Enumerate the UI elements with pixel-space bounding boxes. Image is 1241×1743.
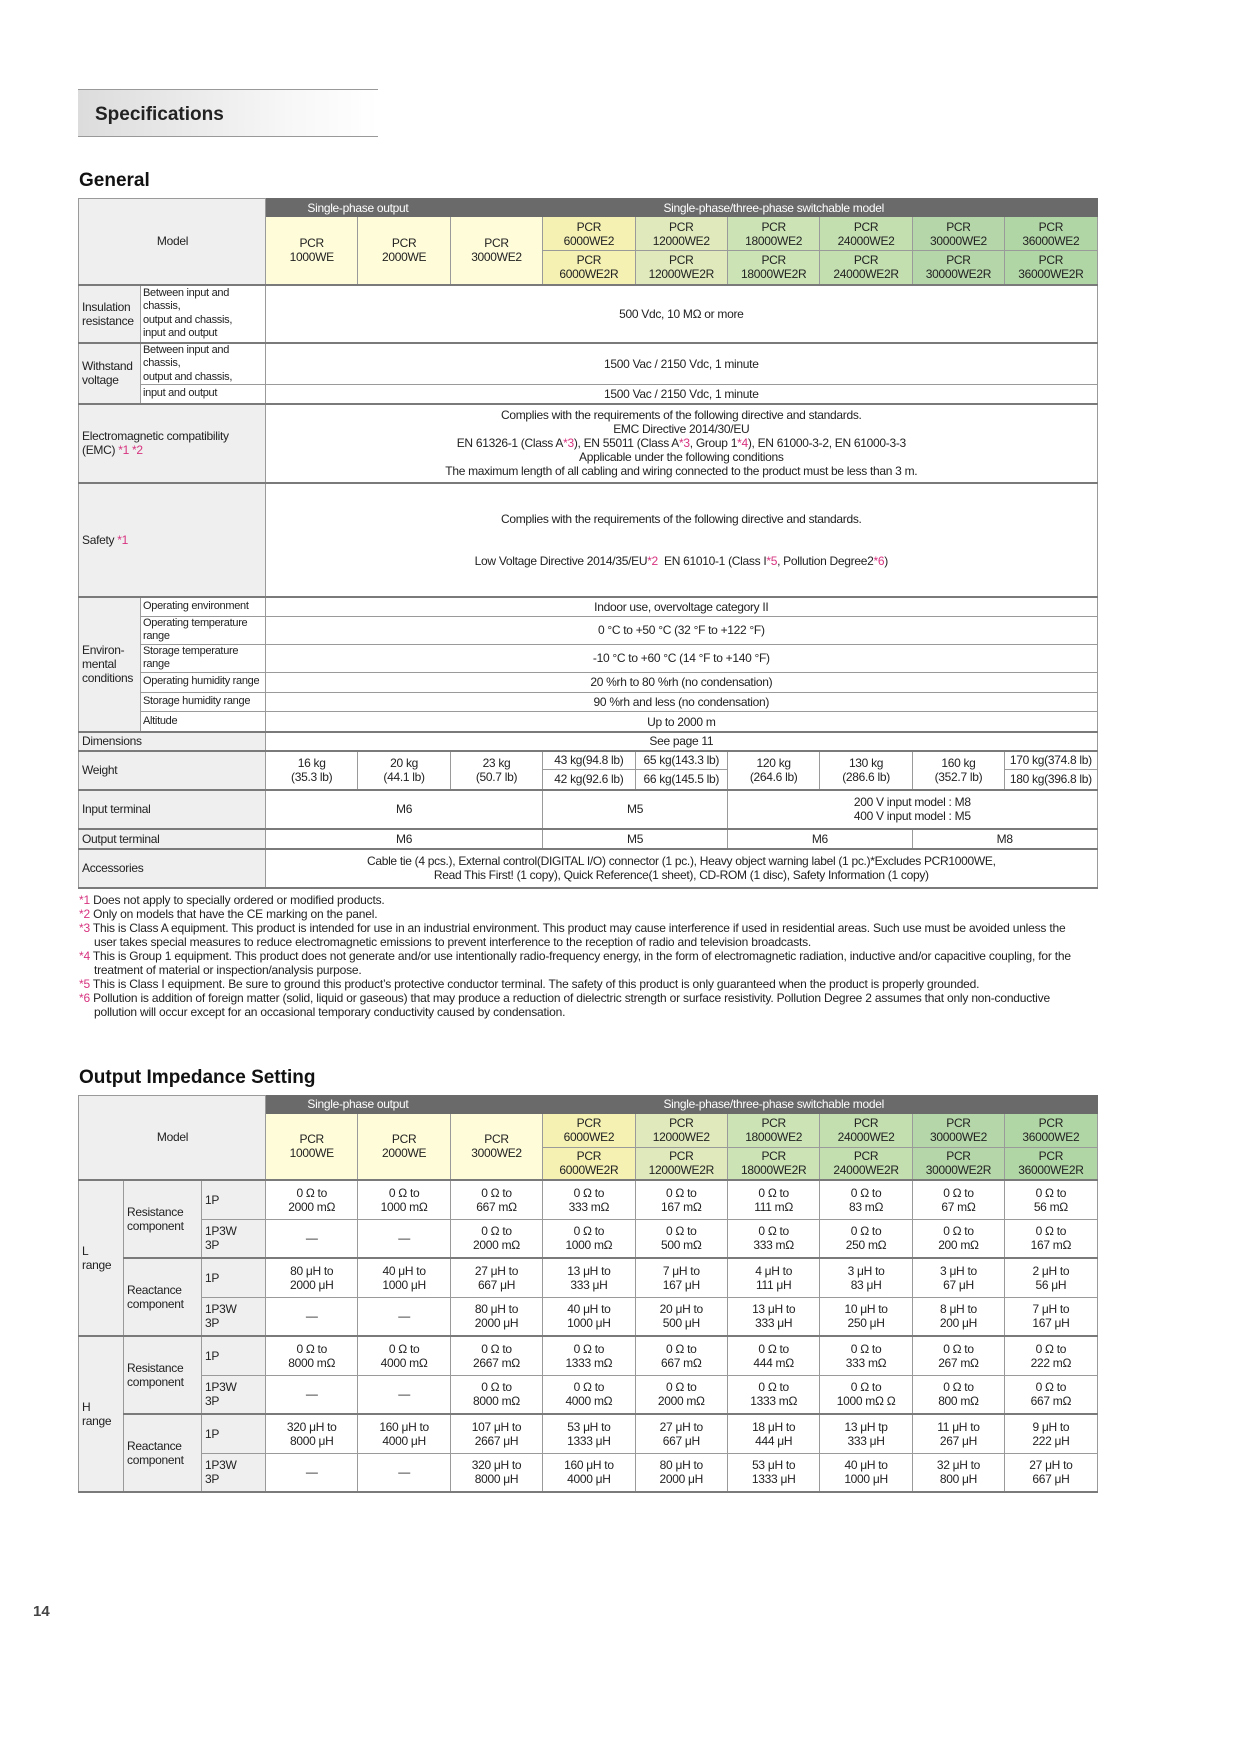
model-cell-r: PCR 36000WE2R xyxy=(1005,1147,1097,1180)
footnote-text: Does not apply to specially ordered or modified products. xyxy=(89,892,385,907)
table-row xyxy=(79,1336,1098,1375)
model-cell-r: PCR 36000WE2R xyxy=(1005,251,1097,285)
impedance-value: 0 Ω to 222 mΩ xyxy=(1005,1336,1097,1375)
output-terminal-b: M5 xyxy=(543,829,728,849)
emc-label-text: Electromagnetic compatibility (EMC) xyxy=(82,429,229,457)
withstand-label: Withstand voltage xyxy=(79,343,141,404)
impedance-value: 80 μH to 2000 μH xyxy=(635,1453,727,1492)
table-row xyxy=(79,1375,1098,1414)
footnote-marker: *3 xyxy=(679,436,690,450)
impedance-value: — xyxy=(358,1297,450,1336)
withstand-sub2: input and output xyxy=(141,385,266,404)
impedance-value: 0 Ω to 333 mΩ xyxy=(727,1219,819,1258)
text: ), EN 55011 (Class A xyxy=(573,436,679,450)
insulation-value: 500 Vdc, 10 MΩ or more xyxy=(266,285,1098,343)
impedance-value: — xyxy=(358,1219,450,1258)
impedance-value: 0 Ω to 667 mΩ xyxy=(635,1336,727,1375)
safety-line: Complies with the requirements of the following directive and standards. xyxy=(501,511,862,526)
model-cell-r: PCR 18000WE2R xyxy=(727,251,819,285)
page-title: Specifications xyxy=(95,104,224,125)
weight-1000: 16 kg (35.3 lb) xyxy=(266,751,358,790)
range-label: L range xyxy=(79,1180,124,1336)
environment-value: 0 °C to +50 °C (32 °F to +122 °F) xyxy=(266,616,1098,644)
emc-line: EMC Directive 2014/30/EU xyxy=(613,422,750,436)
impedance-value: 0 Ω to 1333 mΩ xyxy=(727,1375,819,1414)
emc-line: The maximum length of all cabling and wiring connected to the product must be less than 3 m. xyxy=(445,464,918,478)
impedance-value: 80 μH to 2000 μH xyxy=(266,1258,358,1297)
safety-line xyxy=(268,554,1095,568)
model-cell: PCR 36000WE2 xyxy=(1005,217,1097,251)
impedance-value: — xyxy=(358,1453,450,1492)
model-cell-r: PCR 6000WE2R xyxy=(543,251,635,285)
environment-sub: Storage temperature range xyxy=(141,644,266,672)
impedance-value: 3 μH to 67 μH xyxy=(912,1258,1004,1297)
impedance-value: 0 Ω to 667 mΩ xyxy=(450,1180,542,1219)
impedance-value: 0 Ω to 2000 mΩ xyxy=(266,1180,358,1219)
impedance-value: 0 Ω to 56 mΩ xyxy=(1005,1180,1097,1219)
environment-sub: Operating humidity range xyxy=(141,672,266,692)
impedance-value: 107 μH to 2667 μH xyxy=(450,1414,542,1453)
impedance-value: 0 Ω to 667 mΩ xyxy=(1005,1375,1097,1414)
impedance-value: 3 μH to 83 μH xyxy=(820,1258,912,1297)
impedance-value: 20 μH to 500 μH xyxy=(635,1297,727,1336)
footnote-marker: *6 xyxy=(79,990,90,1005)
environment-value: 20 %rh to 80 %rh (no condensation) xyxy=(266,672,1098,692)
impedance-value: 0 Ω to 444 mΩ xyxy=(727,1336,819,1375)
safety-label xyxy=(79,483,266,597)
impedance-value: 0 Ω to 250 mΩ xyxy=(820,1219,912,1258)
emc-value xyxy=(266,404,1098,483)
table-row xyxy=(79,1414,1098,1453)
model-cell: PCR 18000WE2 xyxy=(727,217,819,251)
text: , Pollution Degree2 xyxy=(777,553,874,568)
impedance-value: 7 μH to 167 μH xyxy=(635,1258,727,1297)
impedance-value: 0 Ω to 500 mΩ xyxy=(635,1219,727,1258)
section-banner xyxy=(78,89,378,137)
model-cell-r: PCR 30000WE2R xyxy=(912,1147,1004,1180)
impedance-value: 80 μH to 2000 μH xyxy=(450,1297,542,1336)
impedance-value: 10 μH to 250 μH xyxy=(820,1297,912,1336)
impedance-value: 27 μH to 667 μH xyxy=(450,1258,542,1297)
page-content xyxy=(0,89,1097,1661)
insulation-label: Insulation resistance xyxy=(79,285,141,343)
phase-label: 1P xyxy=(202,1414,266,1453)
table-row xyxy=(79,1453,1098,1492)
text: ), EN 61000-3-2, EN 61000-3-3 xyxy=(747,436,906,450)
impedance-value: 0 Ω to 1000 mΩ xyxy=(543,1219,635,1258)
safety-label-text: Safety xyxy=(82,532,118,547)
emc-line: Applicable under the following conditions xyxy=(579,450,784,464)
impedance-value: 0 Ω to 1000 mΩ Ω xyxy=(820,1375,912,1414)
model-cell-r: PCR 24000WE2R xyxy=(820,1147,912,1180)
component-label: Reactance component xyxy=(124,1258,202,1336)
phase-label: 1P3W 3P xyxy=(202,1219,266,1258)
output-terminal-c: M6 xyxy=(727,829,912,849)
input-terminal-b: M5 xyxy=(543,790,728,829)
text: Low Voltage Directive 2014/35/EU xyxy=(474,553,648,568)
phase-label: 1P3W 3P xyxy=(202,1297,266,1336)
impedance-value: 0 Ω to 200 mΩ xyxy=(912,1219,1004,1258)
impedance-value: 0 Ω to 333 mΩ xyxy=(820,1336,912,1375)
footnote-marker: *2 xyxy=(647,553,658,568)
impedance-value: 53 μH to 1333 μH xyxy=(543,1414,635,1453)
model-cell: PCR 1000WE xyxy=(266,217,358,285)
impedance-value: 40 μH to 1000 μH xyxy=(358,1258,450,1297)
model-cell-r: PCR 12000WE2R xyxy=(635,251,727,285)
model-cell: PCR 3000WE2 xyxy=(450,1113,542,1180)
impedance-value: 0 Ω to 1333 mΩ xyxy=(543,1336,635,1375)
impedance-value: 40 μH to 1000 μH xyxy=(820,1453,912,1492)
model-cell: PCR 24000WE2 xyxy=(820,217,912,251)
impedance-value: 0 Ω to 83 mΩ xyxy=(820,1180,912,1219)
footnote-text: Pollution is addition of foreign matter (solid, liquid or gaseous) that may produce a reduction of dielectric strength or surface resistivity. Pollution Degree 2 assumes that only non-conductive pollution will occur except for an occasional temporary conductivity caused by condensation. xyxy=(89,990,1050,1019)
page-number: 14 xyxy=(33,1603,50,1621)
impedance-value: — xyxy=(266,1375,358,1414)
impedance-value: 0 Ω to 111 mΩ xyxy=(727,1180,819,1219)
footnote-text: This is Class A equipment. This product is intended for use in an industrial environment. This product may cause interference if used in residential areas. Such use must be avoided unless the user takes special measures to reduce electromagnetic emissions to prevent interference to the reception of radio and television broadcasts. xyxy=(89,920,1066,949)
emc-line xyxy=(268,436,1095,450)
weight-12000r: 66 kg(145.5 lb) xyxy=(635,770,727,790)
model-label: Model xyxy=(79,199,266,285)
footnote-text: This is Group 1 equipment. This product does not generate and/or use intentionally radio-frequency energy, in the form of electromagnetic radiation, inductive and/or capacitive coupling, for the treatment of material or inspection/analysis purpose. xyxy=(89,948,1071,977)
footnote-marker: *1 *2 xyxy=(118,443,143,457)
weight-6000r: 42 kg(92.6 lb) xyxy=(543,770,635,790)
single-phase-header: Single-phase output xyxy=(266,1095,451,1113)
model-cell: PCR 36000WE2 xyxy=(1005,1113,1097,1147)
model-cell-r: PCR 6000WE2R xyxy=(543,1147,635,1180)
model-cell-r: PCR 18000WE2R xyxy=(727,1147,819,1180)
insulation-sub: Between input and chassis, output and chassis, input and output xyxy=(141,285,266,343)
footnote xyxy=(79,949,1079,977)
accessories-label: Accessories xyxy=(79,849,266,888)
single-phase-header: Single-phase output xyxy=(266,199,451,217)
table-row xyxy=(79,1258,1098,1297)
impedance-value: 9 μH to 222 μH xyxy=(1005,1414,1097,1453)
environment-value: Up to 2000 m xyxy=(266,712,1098,732)
model-cell: PCR 2000WE xyxy=(358,217,450,285)
impedance-value: 0 Ω to 8000 mΩ xyxy=(266,1336,358,1375)
phase-label: 1P3W 3P xyxy=(202,1375,266,1414)
impedance-value: 32 μH to 800 μH xyxy=(912,1453,1004,1492)
general-spec-table xyxy=(78,198,1098,889)
impedance-value: 160 μH to 4000 μH xyxy=(358,1414,450,1453)
weight-label: Weight xyxy=(79,751,266,790)
weight-2000: 20 kg (44.1 lb) xyxy=(358,751,450,790)
footnote xyxy=(79,991,1079,1019)
footnote-marker: *2 xyxy=(79,906,90,921)
accessories-value: Cable tie (4 pcs.), External control(DIGITAL I/O) connector (1 pc.), Heavy object warning label (1 pc.)*Excludes PCR1000WE, Read This First! (1 copy), Quick Reference(1 sheet), CD-ROM (1 disc), Safety Information (1 copy) xyxy=(266,849,1098,888)
phase-label: 1P xyxy=(202,1180,266,1219)
impedance-value: — xyxy=(358,1375,450,1414)
environment-value: Indoor use, overvoltage category II xyxy=(266,597,1098,617)
model-cell: PCR 1000WE xyxy=(266,1113,358,1180)
environment-label: Environ- mental conditions xyxy=(79,597,141,732)
switchable-header: Single-phase/three-phase switchable model xyxy=(450,199,1097,217)
dimensions-value: See page 11 xyxy=(266,732,1098,751)
table-row xyxy=(79,1297,1098,1336)
footnote-marker: *5 xyxy=(79,976,90,991)
safety-value xyxy=(266,483,1098,597)
table-row xyxy=(79,1180,1098,1219)
withstand-value2: 1500 Vac / 2150 Vdc, 1 minute xyxy=(266,385,1098,404)
text: EN 61010-1 (Class I xyxy=(657,553,767,568)
weight-24000: 130 kg (286.6 lb) xyxy=(820,751,912,790)
input-terminal-c: 200 V input model : M8 400 V input model : M5 xyxy=(727,790,1097,829)
switchable-header: Single-phase/three-phase switchable model xyxy=(450,1095,1097,1113)
impedance-value: 0 Ω to 167 mΩ xyxy=(635,1180,727,1219)
impedance-value: 0 Ω to 800 mΩ xyxy=(912,1375,1004,1414)
impedance-value: — xyxy=(266,1453,358,1492)
impedance-value: 13 μH to 333 μH xyxy=(727,1297,819,1336)
output-terminal-label: Output terminal xyxy=(79,829,266,849)
input-terminal-label: Input terminal xyxy=(79,790,266,829)
footnote-marker: *3 xyxy=(563,436,574,450)
model-cell: PCR 18000WE2 xyxy=(727,1113,819,1147)
impedance-value: — xyxy=(266,1297,358,1336)
table-row xyxy=(79,1219,1098,1258)
impedance-value: — xyxy=(266,1219,358,1258)
environment-value: 90 %rh and less (no condensation) xyxy=(266,692,1098,712)
range-label: H range xyxy=(79,1336,124,1492)
environment-sub: Altitude xyxy=(141,712,266,732)
footnote-text: Only on models that have the CE marking on the panel. xyxy=(89,906,378,921)
model-cell: PCR 3000WE2 xyxy=(450,217,542,285)
impedance-value: 27 μH to 667 μH xyxy=(1005,1453,1097,1492)
footnote-text: This is Class I equipment. Be sure to ground this product’s protective conductor terminal. The safety of this product is only guaranteed when the product is properly grounded. xyxy=(89,976,980,991)
impedance-value: 13 μH tp 333 μH xyxy=(820,1414,912,1453)
weight-18000: 120 kg (264.6 lb) xyxy=(727,751,819,790)
impedance-value: 8 μH to 200 μH xyxy=(912,1297,1004,1336)
model-cell-r: PCR 12000WE2R xyxy=(635,1147,727,1180)
impedance-value: 320 μH to 8000 μH xyxy=(266,1414,358,1453)
weight-36000r: 180 kg(396.8 lb) xyxy=(1005,770,1097,790)
environment-sub: Storage humidity range xyxy=(141,692,266,712)
impedance-value: 0 Ω to 8000 mΩ xyxy=(450,1375,542,1414)
impedance-value: 0 Ω to 2667 mΩ xyxy=(450,1336,542,1375)
model-cell: PCR 6000WE2 xyxy=(543,1113,635,1147)
impedance-value: 13 μH to 333 μH xyxy=(543,1258,635,1297)
impedance-value: 27 μH to 667 μH xyxy=(635,1414,727,1453)
phase-label: 1P xyxy=(202,1258,266,1297)
weight-6000: 43 kg(94.8 lb) xyxy=(543,751,635,770)
footnote-marker: *4 xyxy=(737,436,748,450)
footnote-marker: *3 xyxy=(79,920,90,935)
model-label: Model xyxy=(79,1095,266,1180)
emc-label xyxy=(79,404,266,483)
footnote xyxy=(79,893,1079,907)
component-label: Resistance component xyxy=(124,1180,202,1258)
emc-line: Complies with the requirements of the following directive and standards. xyxy=(501,408,862,422)
impedance-value: 2 μH to 56 μH xyxy=(1005,1258,1097,1297)
component-label: Resistance component xyxy=(124,1336,202,1414)
component-label: Reactance component xyxy=(124,1414,202,1492)
footnote-marker: *4 xyxy=(79,948,90,963)
impedance-value: 11 μH to 267 μH xyxy=(912,1414,1004,1453)
footnote-marker: *5 xyxy=(766,553,778,568)
weight-3000: 23 kg (50.7 lb) xyxy=(450,751,542,790)
impedance-value: 0 Ω to 2000 mΩ xyxy=(450,1219,542,1258)
general-heading: General xyxy=(79,170,150,191)
model-cell-r: PCR 30000WE2R xyxy=(912,251,1004,285)
footnote xyxy=(79,921,1079,949)
input-terminal-a: M6 xyxy=(266,790,543,829)
model-cell: PCR 2000WE xyxy=(358,1113,450,1180)
environment-sub: Operating environment xyxy=(141,597,266,617)
output-terminal-a: M6 xyxy=(266,829,543,849)
impedance-value: 0 Ω to 267 mΩ xyxy=(912,1336,1004,1375)
impedance-value: 0 Ω to 167 mΩ xyxy=(1005,1219,1097,1258)
model-cell: PCR 12000WE2 xyxy=(635,217,727,251)
impedance-value: 0 Ω to 1000 mΩ xyxy=(358,1180,450,1219)
weight-12000: 65 kg(143.3 lb) xyxy=(635,751,727,770)
phase-label: 1P3W 3P xyxy=(202,1453,266,1492)
dimensions-label: Dimensions xyxy=(79,732,266,751)
environment-sub: Operating temperature range xyxy=(141,616,266,644)
impedance-value: 320 μH to 8000 μH xyxy=(450,1453,542,1492)
impedance-value: 7 μH to 167 μH xyxy=(1005,1297,1097,1336)
text: ) xyxy=(884,553,888,568)
phase-label: 1P xyxy=(202,1336,266,1375)
model-cell: PCR 24000WE2 xyxy=(820,1113,912,1147)
model-cell: PCR 30000WE2 xyxy=(912,217,1004,251)
footnote-marker: *1 xyxy=(79,892,90,907)
output-terminal-d: M8 xyxy=(912,829,1097,849)
weight-36000: 170 kg(374.8 lb) xyxy=(1005,751,1097,770)
impedance-value: 0 Ω to 67 mΩ xyxy=(912,1180,1004,1219)
withstand-sub1: Between input and chassis, output and chassis, xyxy=(141,343,266,385)
footnote xyxy=(79,907,1079,921)
environment-value: -10 °C to +60 °C (14 °F to +140 °F) xyxy=(266,644,1098,672)
text: , Group 1 xyxy=(689,436,738,450)
impedance-heading: Output Impedance Setting xyxy=(79,1066,316,1088)
impedance-value: 0 Ω to 333 mΩ xyxy=(543,1180,635,1219)
impedance-table xyxy=(78,1095,1098,1494)
model-cell: PCR 30000WE2 xyxy=(912,1113,1004,1147)
impedance-value: 0 Ω to 2000 mΩ xyxy=(635,1375,727,1414)
footnote xyxy=(79,977,1079,991)
withstand-value1: 1500 Vac / 2150 Vdc, 1 minute xyxy=(266,343,1098,385)
text: EN 61326-1 (Class A xyxy=(456,436,564,450)
footnotes xyxy=(78,893,1079,1019)
model-cell-r: PCR 24000WE2R xyxy=(820,251,912,285)
impedance-value: 40 μH to 1000 μH xyxy=(543,1297,635,1336)
footnote-marker: *1 xyxy=(117,532,129,547)
impedance-value: 18 μH to 444 μH xyxy=(727,1414,819,1453)
footnote-marker: *6 xyxy=(873,553,885,568)
model-cell: PCR 12000WE2 xyxy=(635,1113,727,1147)
impedance-value: 4 μH to 111 μH xyxy=(727,1258,819,1297)
weight-30000: 160 kg (352.7 lb) xyxy=(912,751,1004,790)
impedance-value: 160 μH to 4000 μH xyxy=(543,1453,635,1492)
impedance-value: 0 Ω to 4000 mΩ xyxy=(358,1336,450,1375)
impedance-value: 53 μH to 1333 μH xyxy=(727,1453,819,1492)
model-cell: PCR 6000WE2 xyxy=(543,217,635,251)
impedance-value: 0 Ω to 4000 mΩ xyxy=(543,1375,635,1414)
